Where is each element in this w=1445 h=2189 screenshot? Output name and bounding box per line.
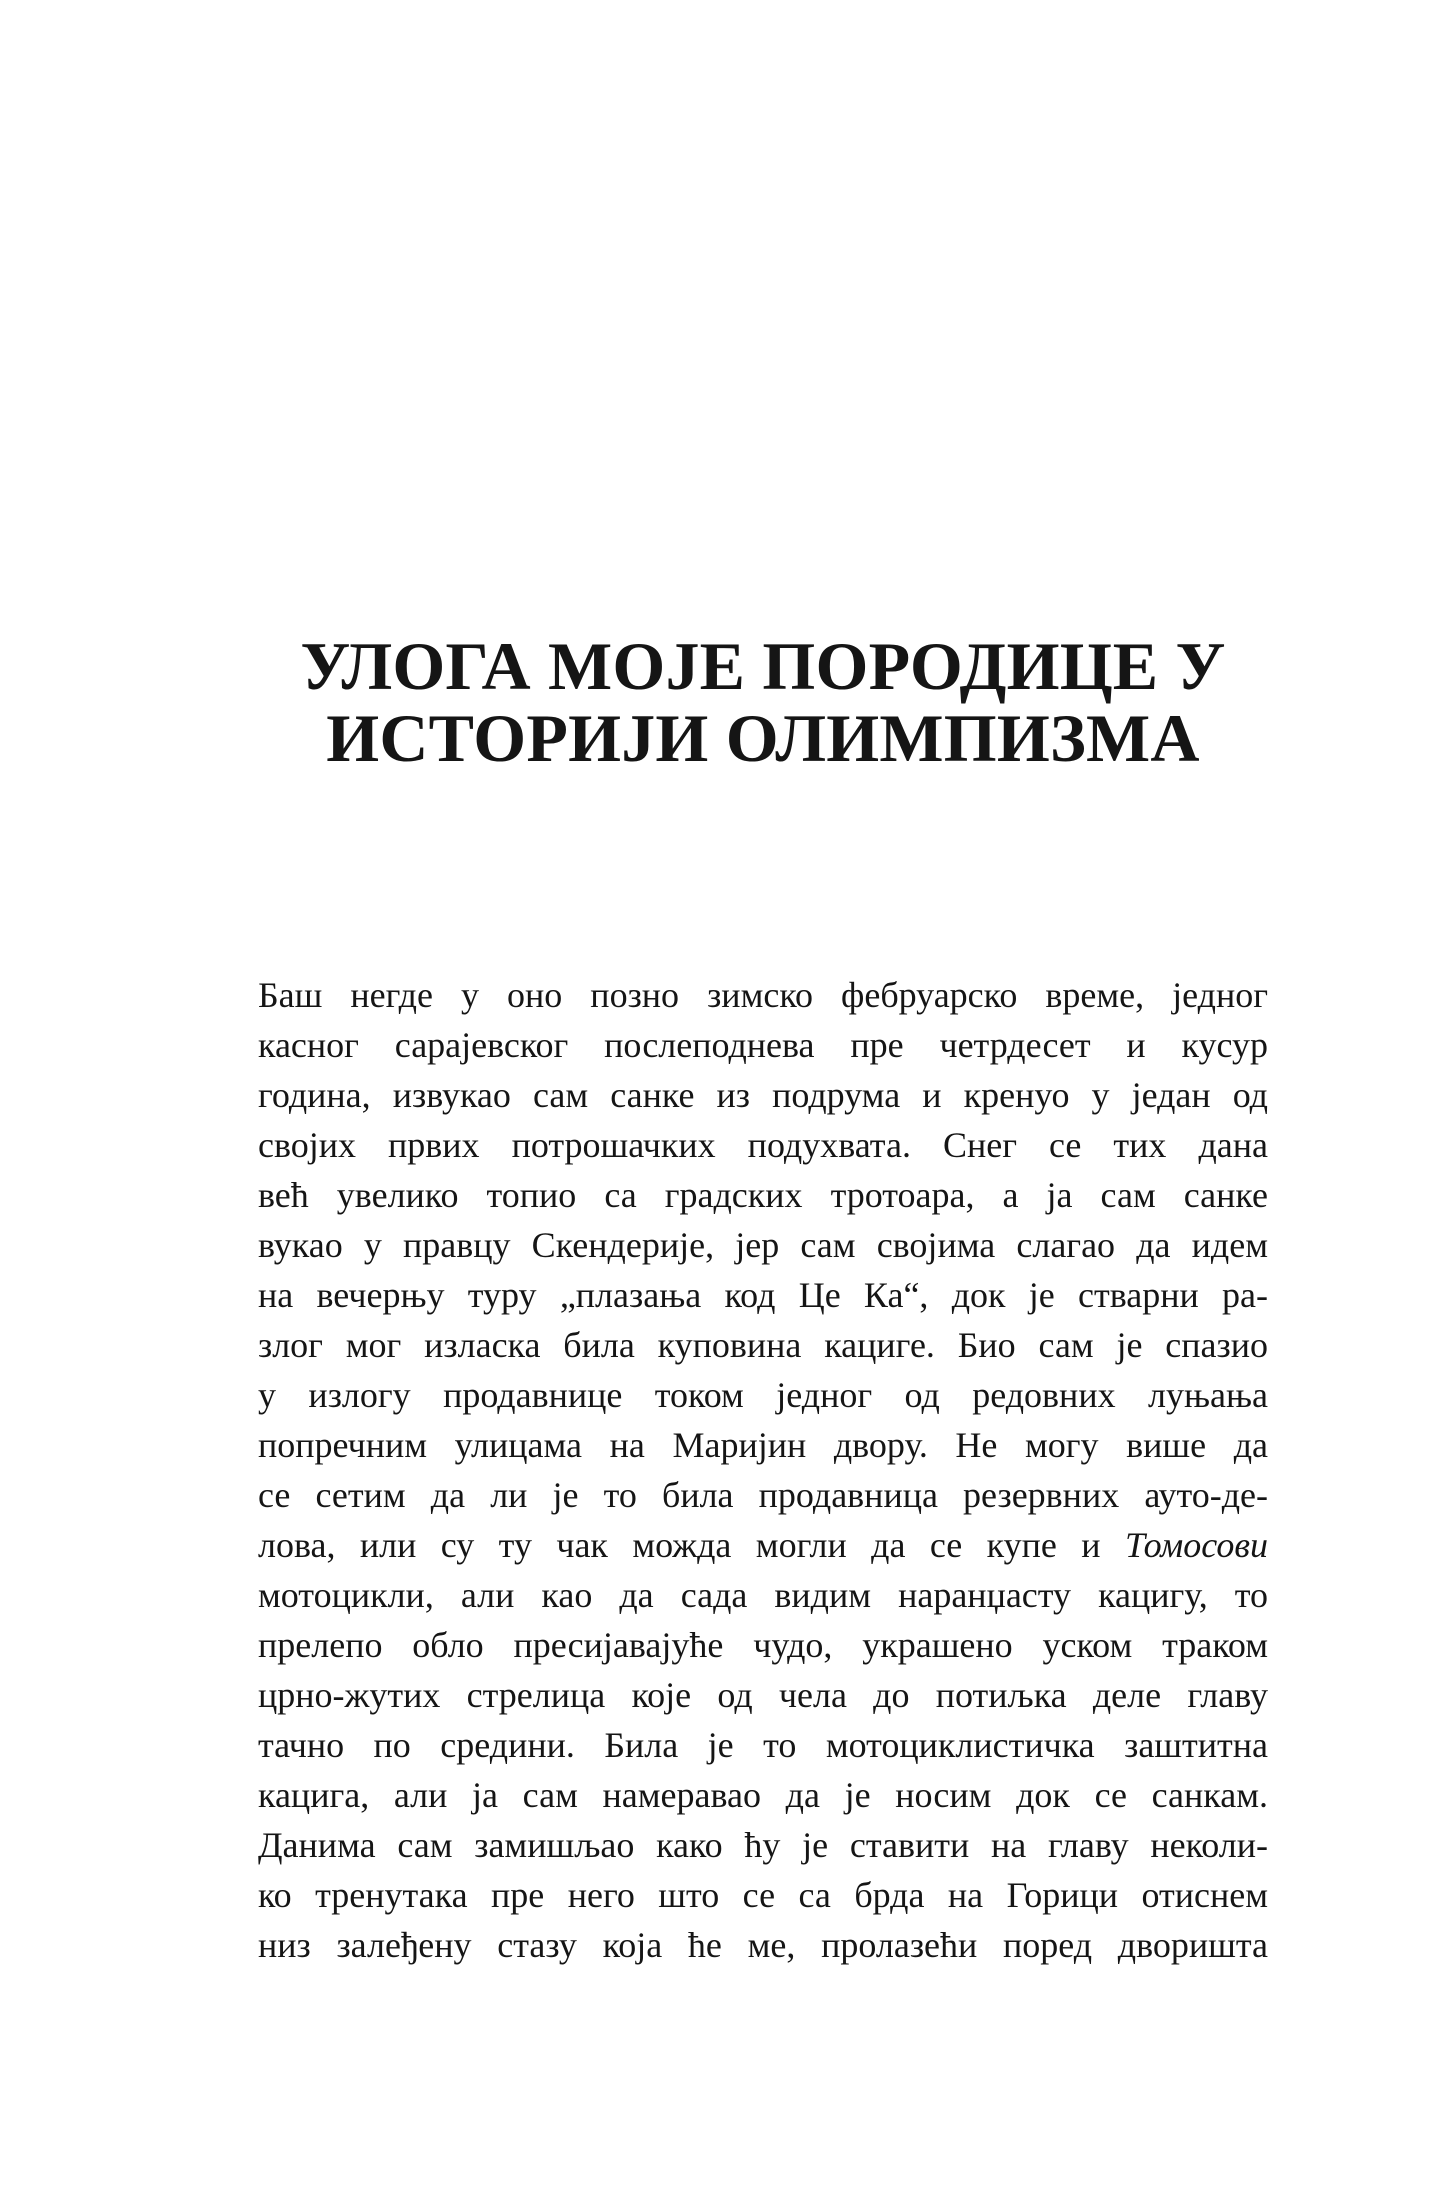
body-line-segment: својих првих потрошачких подухвата. Снег се тих дана bbox=[258, 1125, 1268, 1165]
body-line-segment: попречним улицама на Маријин двору. Не могу више да bbox=[258, 1425, 1268, 1465]
italic-term: Томосови bbox=[1124, 1525, 1268, 1565]
body-line bbox=[258, 1270, 1268, 1320]
body-line bbox=[258, 1120, 1268, 1170]
body-line bbox=[258, 1070, 1268, 1120]
body-line-segment: црно-жутих стрелица које од чела до потиљка деле главу bbox=[258, 1675, 1268, 1715]
body-line bbox=[258, 1920, 1268, 1970]
body-line-segment: Данима сам замишљао како ћу је ставити на главу неколи- bbox=[258, 1825, 1268, 1865]
body-line bbox=[258, 1570, 1268, 1620]
body-line-segment: тачно по средини. Била је то мотоциклистичка заштитна bbox=[258, 1725, 1268, 1765]
body-line bbox=[258, 1170, 1268, 1220]
chapter-title bbox=[258, 630, 1268, 774]
body-line bbox=[258, 970, 1268, 1020]
body-line bbox=[258, 1520, 1268, 1570]
chapter-title-line2: ИСТОРИЈИ ОЛИМПИЗМА bbox=[326, 700, 1200, 776]
body-line bbox=[258, 1820, 1268, 1870]
body-line bbox=[258, 1670, 1268, 1720]
body-line-segment: већ увелико топио са градских тротоара, а ја сам санке bbox=[258, 1175, 1268, 1215]
body-line bbox=[258, 1420, 1268, 1470]
body-line bbox=[258, 1020, 1268, 1070]
body-line-segment: на вечерњу туру „плазања код Це Ка“, док је стварни ра- bbox=[258, 1275, 1268, 1315]
body-line-segment: лова, или су ту чак можда могли да се купе и bbox=[258, 1525, 1125, 1565]
body-line-segment: прелепо обло пресијавајуће чудо, украшено уском траком bbox=[258, 1625, 1268, 1665]
body-line-segment: година, извукао сам санке из подрума и кренуо у један од bbox=[258, 1075, 1268, 1115]
body-line bbox=[258, 1870, 1268, 1920]
body-line-segment: касног сарајевског послеподнева пре четрдесет и кусур bbox=[258, 1025, 1268, 1065]
body-line bbox=[258, 1720, 1268, 1770]
body-line-segment: у излогу продавнице током једног од редовних луњања bbox=[258, 1375, 1268, 1415]
body-line bbox=[258, 1320, 1268, 1370]
body-line bbox=[258, 1220, 1268, 1270]
body-line-segment: вукао у правцу Скендерије, јер сам својима слагао да идем bbox=[258, 1225, 1268, 1265]
body-line bbox=[258, 1470, 1268, 1520]
body-line bbox=[258, 1770, 1268, 1820]
chapter-title-line1: УЛОГА МОЈЕ ПОРОДИЦЕ У bbox=[300, 628, 1226, 704]
body-line bbox=[258, 1370, 1268, 1420]
body-line-segment: злог мог изласка била куповина кациге. Био сам је спазио bbox=[258, 1325, 1268, 1365]
paragraph bbox=[258, 970, 1268, 1970]
body-line-segment: мотоцикли, али као да сада видим наранџасту кацигу, то bbox=[258, 1575, 1268, 1615]
body-line-segment: Баш негде у оно позно зимско фебруарско време, једног bbox=[258, 975, 1268, 1015]
body-line-segment: се сетим да ли је то била продавница резервних ауто-де- bbox=[258, 1475, 1268, 1515]
body-line-segment: низ залеђену стазу која ће ме, пролазећи поред дворишта bbox=[258, 1925, 1268, 1965]
body-line bbox=[258, 1620, 1268, 1670]
body-line-segment: ко тренутака пре него што се са брда на Горици отиснем bbox=[258, 1875, 1268, 1915]
body-line-segment: кацига, али ја сам намеравао да је носим док се санкам. bbox=[258, 1775, 1268, 1815]
